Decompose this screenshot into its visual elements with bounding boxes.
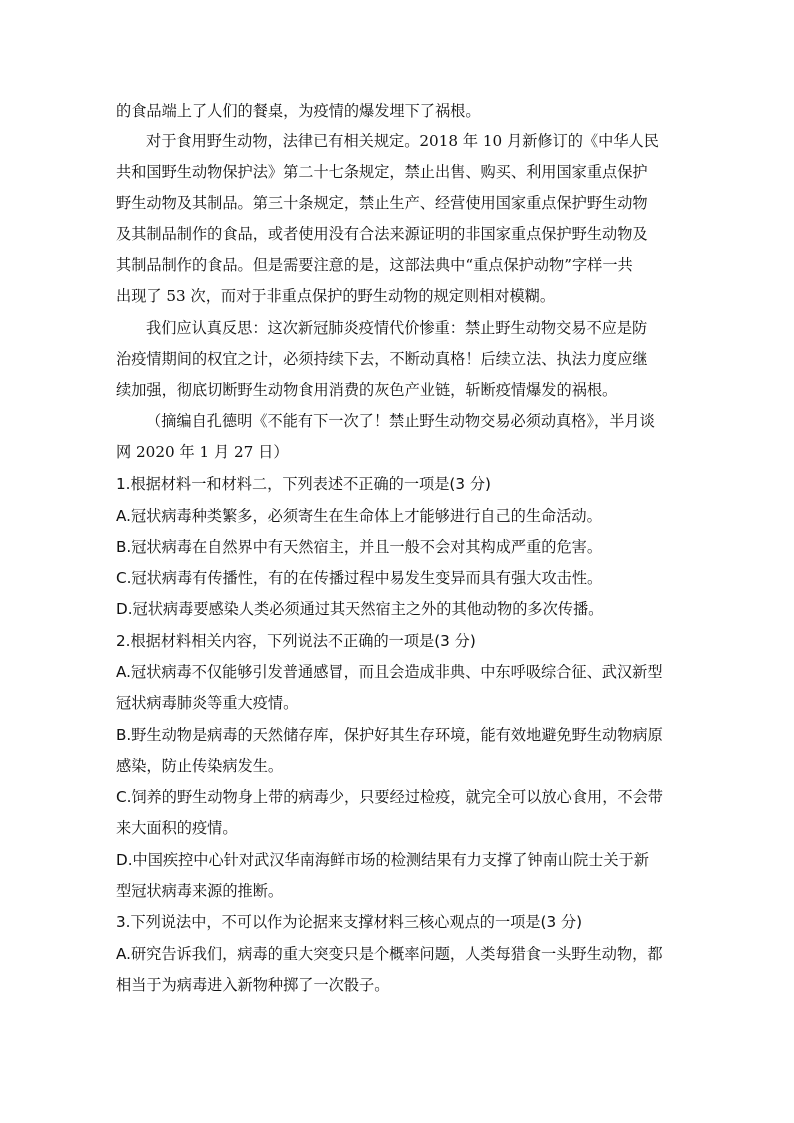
question-2-option-a-cont: 冠状病毒肺炎等重大疫情。 xyxy=(116,694,299,712)
question-1-option-b: B.冠状病毒在自然界中有天然宿主，并且一般不会对其构成严重的危害。 xyxy=(116,538,603,556)
passage-line: 治疫情期间的权宜之计，必须持续下去，不断动真格！后续立法、执法力度应继 xyxy=(116,350,648,368)
passage-line: 共和国野生动物保护法》第二十七条规定，禁止出售、购买、利用国家重点保护 xyxy=(116,163,648,181)
passage-line: 野生动物及其制品。第三十条规定，禁止生产、经营使用国家重点保护野生动物 xyxy=(116,194,648,212)
passage-line: 及其制品制作的食品，或者使用没有合法来源证明的非国家重点保护野生动物及 xyxy=(116,225,648,243)
question-1-option-d: D.冠状病毒要感染人类必须通过其天然宿主之外的其他动物的多次传播。 xyxy=(116,600,604,618)
question-3-stem: 3.下列说法中，不可以作为论据来支撑材料三核心观点的一项是(3 分) xyxy=(116,913,583,931)
source-citation: （摘编自孔德明《不能有下一次了！禁止野生动物交易必须动真格》，半月谈 xyxy=(146,412,655,430)
question-3-option-a: A.研究告诉我们，病毒的重大突变只是个概率问题，人类每猎食一头野生动物，都 xyxy=(116,945,663,963)
question-2-option-c-cont: 来大面积的疫情。 xyxy=(116,819,238,837)
passage-line: 出现了 53 次，而对于非重点保护的野生动物的规定则相对模糊。 xyxy=(116,287,556,305)
question-1-option-c: C.冠状病毒有传播性，有的在传播过程中易发生变异而具有强大攻击性。 xyxy=(116,569,603,587)
question-2-option-a: A.冠状病毒不仅能够引发普通感冒，而且会造成非典、中东呼吸综合征、武汉新型 xyxy=(116,663,663,681)
question-2-option-d-cont: 型冠状病毒来源的推断。 xyxy=(116,882,284,900)
question-2-option-c: C.饲养的野生动物身上带的病毒少，只要经过检疫，就完全可以放心食用，不会带 xyxy=(116,788,663,806)
question-3-option-a-cont: 相当于为病毒进入新物种掷了一次骰子。 xyxy=(116,976,390,994)
passage-line: 我们应认真反思：这次新冠肺炎疫情代价惨重：禁止野生动物交易不应是防 xyxy=(146,319,648,337)
question-2-option-b-cont: 感染，防止传染病发生。 xyxy=(116,757,284,775)
passage-line: 对于食用野生动物，法律已有相关规定。2018 年 10 月新修订的《中华人民 xyxy=(146,132,659,150)
passage-line: 的食品端上了人们的餐桌，为疫情的爆发埋下了祸根。 xyxy=(116,102,481,120)
question-1-option-a: A.冠状病毒种类繁多，必须寄生在生命体上才能够进行自己的生命活动。 xyxy=(116,507,602,525)
question-1-stem: 1.根据材料一和材料二，下列表述不正确的一项是(3 分) xyxy=(116,475,491,493)
passage-line: 续加强，彻底切断野生动物食用消费的灰色产业链，斩断疫情爆发的祸根。 xyxy=(116,381,618,399)
source-citation: 网 2020 年 1 月 27 日） xyxy=(116,443,289,461)
question-2-option-d: D.中国疾控中心针对武汉华南海鲜市场的检测结果有力支撑了钟南山院士关于新 xyxy=(116,851,649,869)
passage-line: 其制品制作的食品。但是需要注意的是，这部法典中“重点保护动物”字样一共 xyxy=(116,256,633,274)
question-2-stem: 2.根据材料相关内容，下列说法不正确的一项是(3 分) xyxy=(116,632,476,650)
question-2-option-b: B.野生动物是病毒的天然储存库，保护好其生存环境，能有效地避免野生动物病原 xyxy=(116,726,663,744)
